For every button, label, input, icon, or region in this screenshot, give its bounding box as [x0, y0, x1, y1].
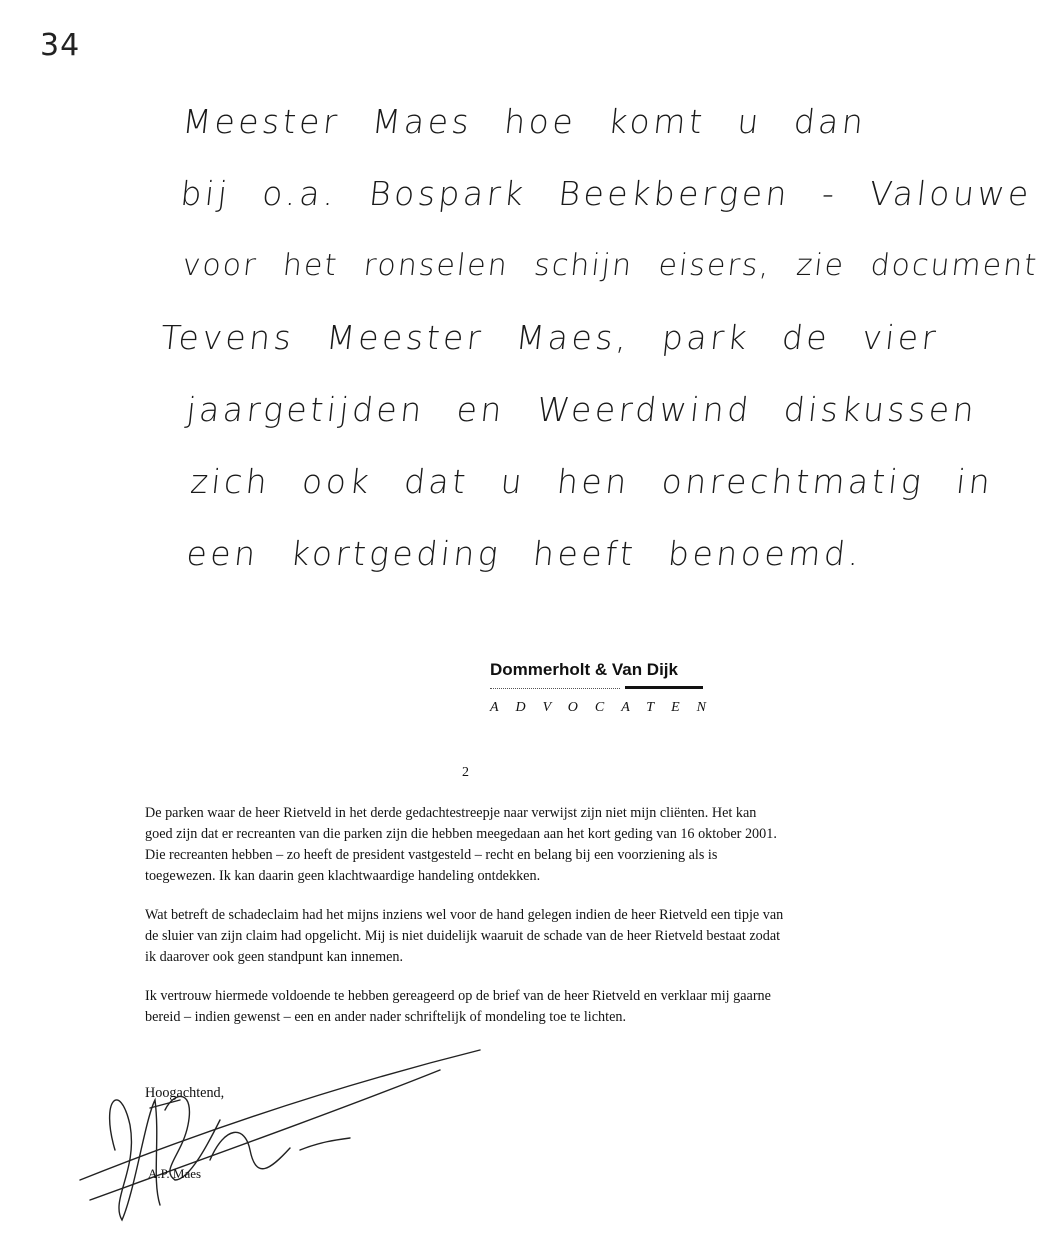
page-number: 34: [40, 28, 81, 63]
letterhead-rule-thin: [490, 688, 620, 689]
handwritten-note: [158, 92, 1040, 596]
firm-name: Dommerholt & Van Dijk: [490, 660, 678, 679]
sender-name: A.P. Maes: [148, 1166, 202, 1181]
closing: Hoogachtend,: [145, 1085, 225, 1101]
letter-page-number: 2: [462, 765, 469, 780]
letterhead: [490, 660, 723, 716]
handwritten-line: jaargetijden en Weerdwind diskussen: [184, 390, 980, 429]
handwritten-line: Tevens Meester Maes, park de vier: [158, 318, 941, 357]
handwritten-line: bij o.a. Bospark Beekbergen - Valouwe: [178, 174, 1034, 213]
letterhead-rule-thick: [625, 686, 703, 689]
letter-paragraph: Wat betreft de schadeclaim had het mijns inziens wel voor de hand gelegen indien de heer Rietveld een tipje van de sluier van zijn claim had opgelicht. Mij is niet duidelijk waaruit de schade van de heer Rietveld bestaat zodat ik daarover ook geen standpunt kan innemen.: [145, 907, 784, 965]
letter-paragraph: De parken waar de heer Rietveld in het derde gedachtestreepje naar verwijst zijn niet mijn cliënten. Het kan goed zijn dat er recreanten van die parken zijn die hebben meegedaan aan het kort geding van 16 oktober 2001. Die recreanten hebben – zo heeft de president vastgesteld – recht en belang bij een voorziening als is toegewezen. Ik kan daarin geen klachtwaardige handeling ontdekken.: [145, 805, 777, 884]
handwritten-line: Meester Maes hoe komt u dan: [180, 102, 869, 141]
firm-subtitle: ADVOCATEN: [490, 700, 723, 715]
handwritten-line: zich ook dat u hen onrechtmatig in: [188, 462, 996, 501]
letterhead-rule: [490, 684, 720, 692]
letter-paragraph: Ik vertrouw hiermede voldoende te hebben gereageerd op de brief van de heer Rietveld en verklaar mij gaarne bereid – indien gewenst – een en ander nader schriftelijk of mondeling toe te lichten.: [145, 988, 771, 1025]
signature: [60, 1030, 520, 1230]
handwritten-line: een kortgeding heeft benoemd.: [184, 534, 865, 573]
letter-body: [145, 803, 785, 1046]
handwritten-line: voor het ronselen schijn eisers, zie document: [180, 248, 1040, 283]
